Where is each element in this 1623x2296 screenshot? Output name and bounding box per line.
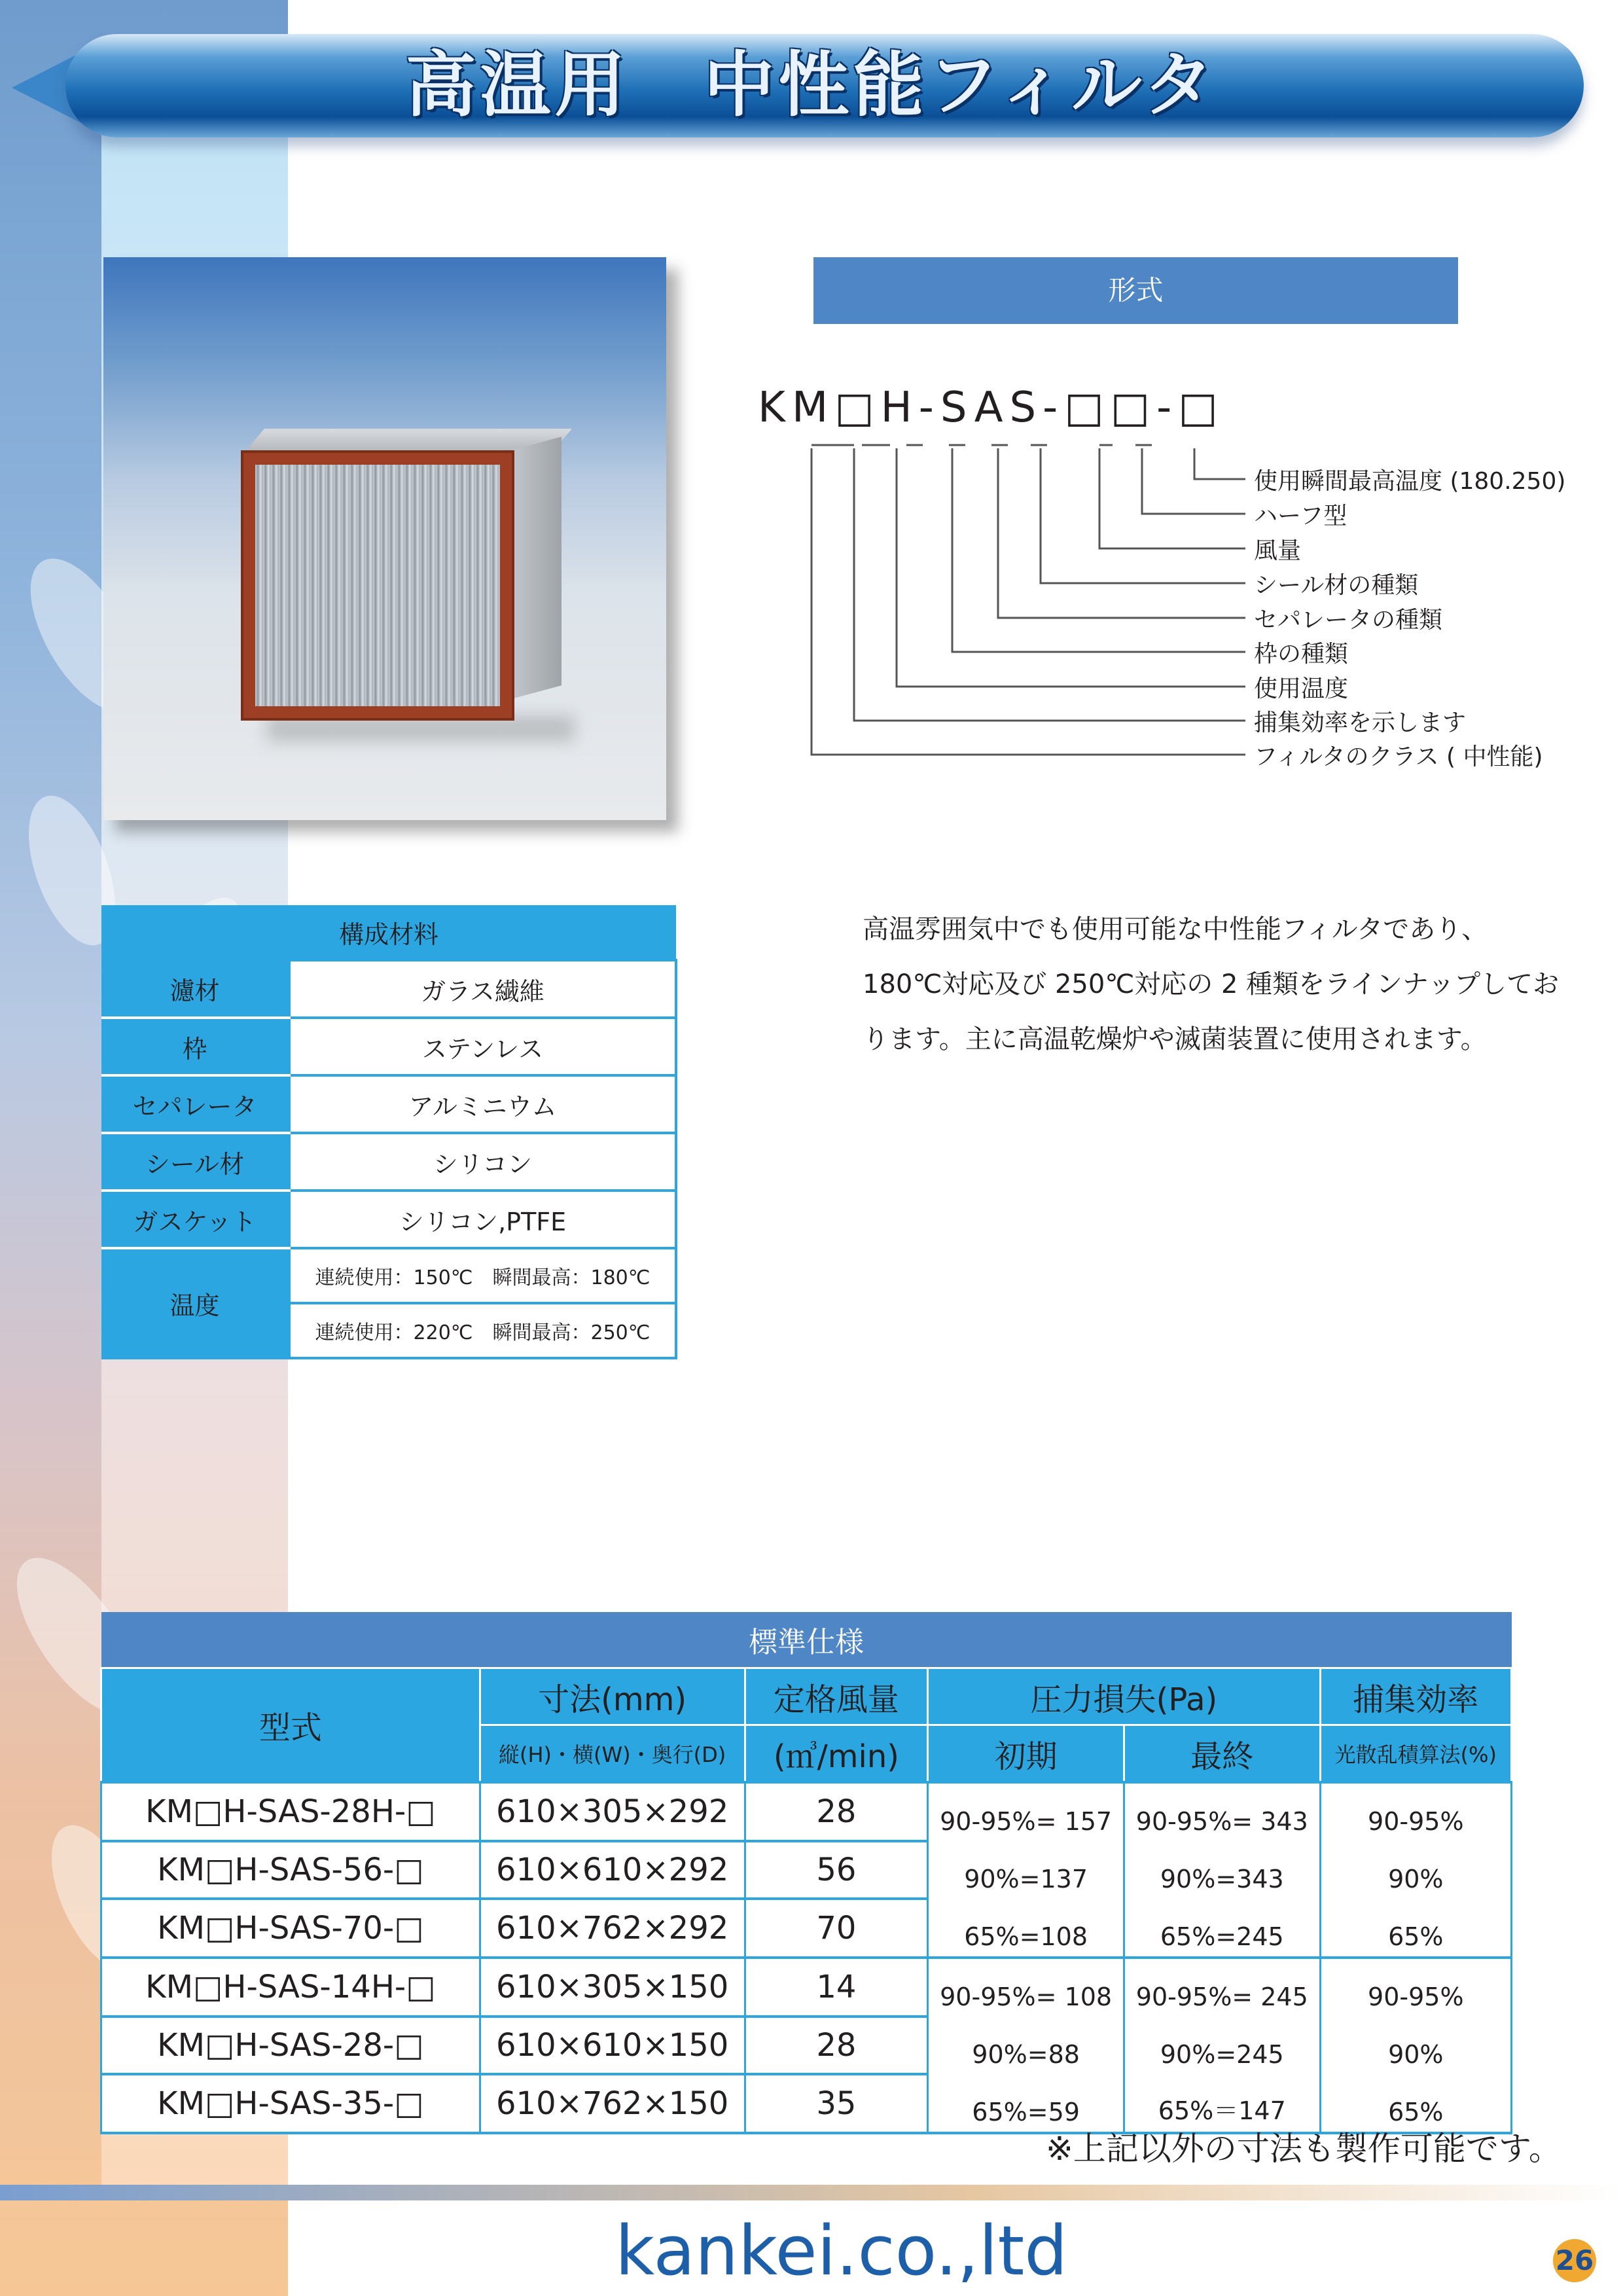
spec-efficiency: 65% bbox=[1320, 2074, 1511, 2133]
materials-label: 濾材 bbox=[101, 960, 289, 1018]
materials-temp-row bbox=[101, 1248, 676, 1303]
spec-model: KM□H-SAS-35-□ bbox=[101, 2074, 480, 2133]
company-footer: kankei.co.,ltd bbox=[615, 2211, 1068, 2291]
spec-initial: 65%=108 bbox=[928, 1899, 1124, 1958]
spec-size: 610×305×150 bbox=[480, 1958, 745, 2017]
materials-temp-value: 連続使用：220℃ 瞬間最高：250℃ bbox=[289, 1303, 676, 1358]
page-number-badge: 26 bbox=[1553, 2239, 1596, 2282]
materials-header: 構成材料 bbox=[101, 905, 676, 960]
spec-header-size-sub: 縦(H)・横(W)・奥行(D) bbox=[480, 1725, 745, 1783]
spec-row bbox=[101, 1899, 1512, 1958]
spec-initial: 90%=88 bbox=[928, 2017, 1124, 2074]
spec-final: 90-95%= 245 bbox=[1124, 1958, 1320, 2017]
format-label-half-type: ハーフ型 bbox=[1254, 503, 1347, 529]
materials-row bbox=[101, 960, 676, 1018]
materials-row bbox=[101, 1075, 676, 1133]
materials-label: 枠 bbox=[101, 1018, 289, 1075]
format-label-airflow: 風量 bbox=[1254, 537, 1302, 564]
spec-caption-row bbox=[101, 1612, 1512, 1668]
spec-header-model: 型式 bbox=[101, 1668, 480, 1783]
spec-airflow: 56 bbox=[745, 1841, 928, 1899]
format-label-seal: シール材の種類 bbox=[1254, 572, 1419, 599]
bottom-color-bar bbox=[0, 2185, 1623, 2200]
spec-airflow: 28 bbox=[745, 2017, 928, 2074]
spec-size: 610×610×292 bbox=[480, 1841, 745, 1899]
format-code: KM□H-SAS-□□-□ bbox=[758, 384, 1224, 432]
spec-airflow: 14 bbox=[745, 1958, 928, 2017]
filter-frame bbox=[241, 450, 514, 721]
spec-header-efficiency-sub: 光散乱積算法(%) bbox=[1320, 1725, 1511, 1783]
materials-label: シール材 bbox=[101, 1133, 289, 1191]
spec-note: ※上記以外の寸法も製作可能です。 bbox=[1046, 2130, 1561, 2168]
spec-table bbox=[100, 1612, 1512, 2134]
spec-size: 610×762×292 bbox=[480, 1899, 745, 1958]
spec-header-initial: 初期 bbox=[928, 1725, 1124, 1783]
spec-final: 90%=245 bbox=[1124, 2017, 1320, 2074]
spec-final: 90%=343 bbox=[1124, 1841, 1320, 1899]
spec-size: 610×610×150 bbox=[480, 2017, 745, 2074]
materials-value: シリコン,PTFE bbox=[289, 1191, 676, 1248]
spec-caption: 標準仕様 bbox=[101, 1612, 1512, 1668]
materials-row bbox=[101, 1191, 676, 1248]
spec-size: 610×305×292 bbox=[480, 1782, 745, 1841]
spec-airflow: 28 bbox=[745, 1782, 928, 1841]
spec-efficiency: 65% bbox=[1320, 1899, 1511, 1958]
spec-final: 90-95%= 343 bbox=[1124, 1782, 1320, 1841]
filter-side-face bbox=[509, 437, 562, 699]
spec-final: 65%＝147 bbox=[1124, 2074, 1320, 2133]
spec-model: KM□H-SAS-28-□ bbox=[101, 2017, 480, 2074]
spec-final: 65%=245 bbox=[1124, 1899, 1320, 1958]
format-label-separator: セパレータの種類 bbox=[1254, 607, 1443, 634]
spec-size: 610×762×150 bbox=[480, 2074, 745, 2133]
filter-media bbox=[255, 465, 500, 706]
product-photo bbox=[103, 257, 666, 820]
format-label-use-temp: 使用温度 bbox=[1254, 675, 1349, 702]
format-header: 形式 bbox=[813, 257, 1458, 324]
materials-value: ガラス繊維 bbox=[289, 960, 676, 1018]
materials-row bbox=[101, 1133, 676, 1191]
spec-header-airflow: 定格風量 bbox=[745, 1668, 928, 1725]
materials-table bbox=[101, 905, 677, 1359]
spec-efficiency: 90-95% bbox=[1320, 1958, 1511, 2017]
spec-header-efficiency: 捕集効率 bbox=[1320, 1668, 1511, 1725]
format-label-frame: 枠の種類 bbox=[1254, 641, 1349, 668]
spec-header-airflow-unit: (㎥/min) bbox=[745, 1725, 928, 1783]
spec-row bbox=[101, 1782, 1512, 1841]
spec-header-final: 最終 bbox=[1124, 1725, 1320, 1783]
materials-label: セパレータ bbox=[101, 1075, 289, 1133]
format-label-class: フィルタのクラス ( 中性能) bbox=[1254, 744, 1543, 770]
spec-row bbox=[101, 1958, 1512, 2017]
page-title: 高温用 中性能フィルタ bbox=[405, 45, 1218, 126]
spec-model: KM□H-SAS-14H-□ bbox=[101, 1958, 480, 2017]
materials-row bbox=[101, 1018, 676, 1075]
spec-row bbox=[101, 2017, 1512, 2074]
spec-model: KM□H-SAS-28H-□ bbox=[101, 1782, 480, 1841]
spec-efficiency: 90% bbox=[1320, 2017, 1511, 2074]
materials-temp-label: 温度 bbox=[101, 1248, 289, 1358]
materials-label: ガスケット bbox=[101, 1191, 289, 1248]
materials-value: ステンレス bbox=[289, 1018, 676, 1075]
spec-initial: 90-95%= 157 bbox=[928, 1782, 1124, 1841]
product-description: 高温雰囲気中でも使用可能な中性能フィルタであり、180℃対応及び 250℃対応の 2 種類をラインナップしております。主に高温乾燥炉や滅菌装置に使用されます。 bbox=[863, 914, 1560, 1054]
spec-initial: 90-95%= 108 bbox=[928, 1958, 1124, 2017]
spec-efficiency: 90-95% bbox=[1320, 1782, 1511, 1841]
spec-initial: 90%=137 bbox=[928, 1841, 1124, 1899]
spec-model: KM□H-SAS-70-□ bbox=[101, 1899, 480, 1958]
spec-row bbox=[101, 1841, 1512, 1899]
format-label-max-temp: 使用瞬間最高温度 (180.250) bbox=[1254, 468, 1566, 495]
materials-value: アルミニウム bbox=[289, 1075, 676, 1133]
spec-efficiency: 90% bbox=[1320, 1841, 1511, 1899]
spec-airflow: 35 bbox=[745, 2074, 928, 2133]
spec-initial: 65%=59 bbox=[928, 2074, 1124, 2133]
spec-model: KM□H-SAS-56-□ bbox=[101, 1841, 480, 1899]
format-label-efficiency: 捕集効率を示します bbox=[1254, 709, 1467, 736]
spec-header-pressure: 圧力損失(Pa) bbox=[928, 1668, 1320, 1725]
spec-header-row bbox=[101, 1668, 1512, 1725]
spec-airflow: 70 bbox=[745, 1899, 928, 1958]
materials-temp-value: 連続使用：150℃ 瞬間最高：180℃ bbox=[289, 1248, 676, 1303]
spec-header-size: 寸法(mm) bbox=[480, 1668, 745, 1725]
materials-value: シリコン bbox=[289, 1133, 676, 1191]
materials-header-row bbox=[101, 905, 676, 960]
